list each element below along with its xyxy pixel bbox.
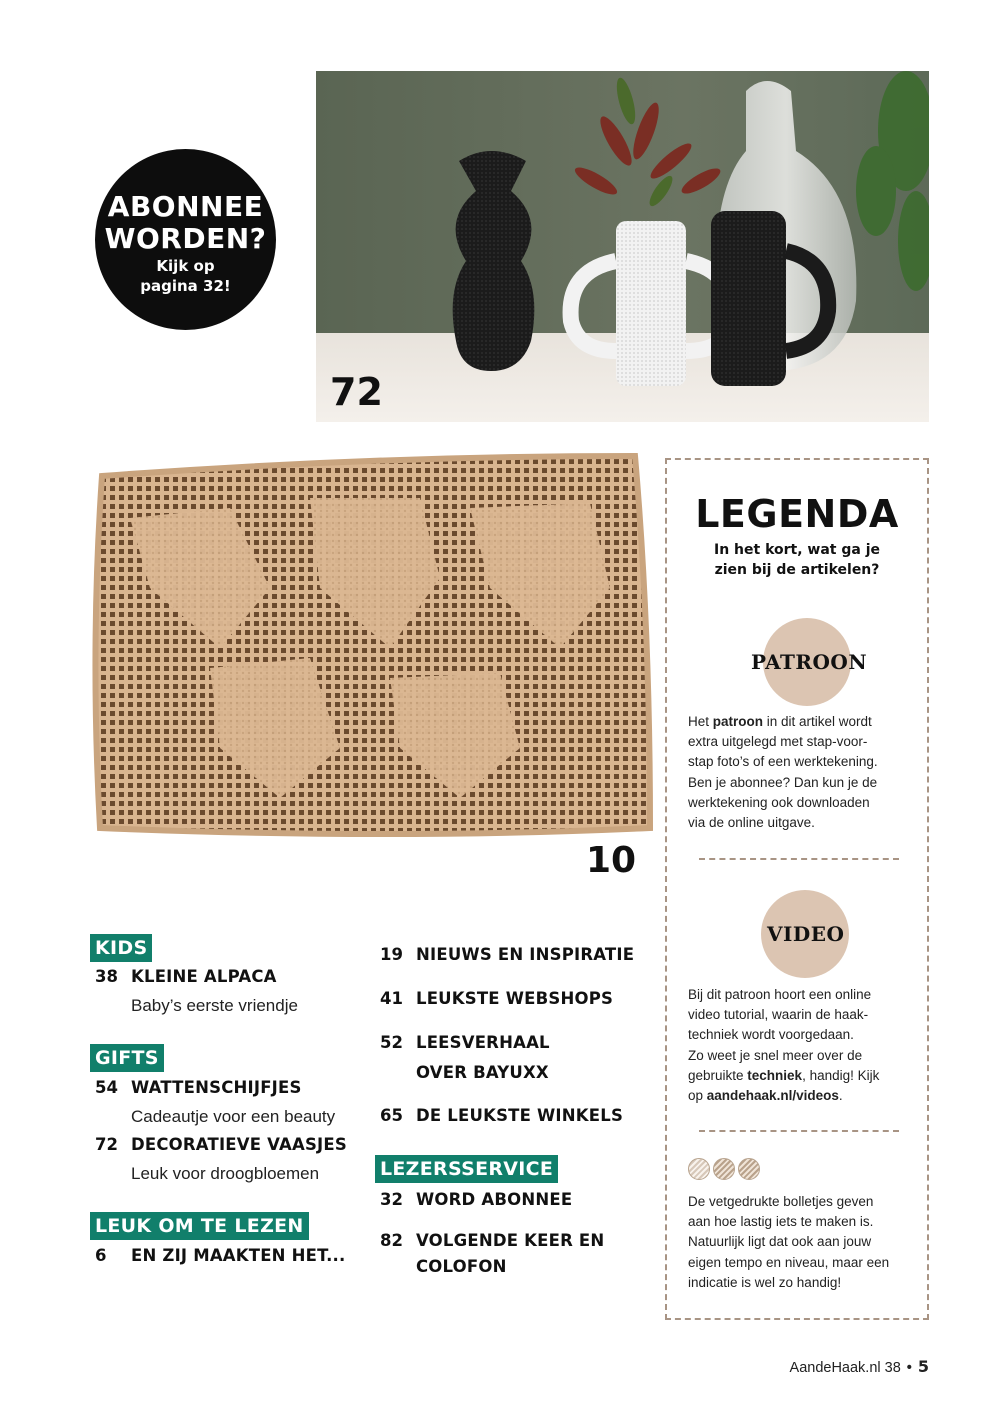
- video-line-6: op aandehaak.nl/videos.: [688, 1088, 843, 1104]
- toc-item-number: 82: [380, 1231, 403, 1250]
- badge-line-4: pagina 32!: [140, 277, 231, 295]
- hero-photo-vases: [316, 71, 929, 422]
- difficulty-line-3: Natuurlijk ligt dat ook aan jouw: [688, 1234, 872, 1250]
- legend-title: LEGENDA: [695, 492, 899, 536]
- legend-subtitle: [667, 540, 927, 580]
- yarn-ball-icon: [738, 1158, 760, 1180]
- toc-item-number: 38: [95, 967, 118, 986]
- patroon-line-4: Ben je abonnee? Dan kun je de: [688, 774, 878, 790]
- video-line-2: video tutorial, waarin de haak-: [688, 1007, 869, 1023]
- footer-site: AandeHaak.nl 38: [789, 1360, 901, 1376]
- section-tag-gifts: GIFTS: [90, 1044, 164, 1072]
- videos-link[interactable]: aandehaak.nl/videos: [706, 1088, 839, 1104]
- patroon-description: [688, 712, 918, 833]
- video-line-3: techniek wordt voorgedaan.: [688, 1027, 854, 1043]
- vases-illustration: [316, 71, 929, 422]
- pillow-photo: [90, 448, 660, 848]
- toc-item-title[interactable]: KLEINE ALPACA: [131, 967, 277, 986]
- crochet-pillow-illustration: [90, 448, 660, 848]
- video-line-4: Zo weet je snel meer over de: [688, 1047, 863, 1063]
- toc-item-title[interactable]: LEUKSTE WEBSHOPS: [416, 989, 614, 1008]
- section-tag-lezersservice: LEZERSSERVICE: [375, 1155, 558, 1183]
- toc-item-number: 52: [380, 1033, 403, 1052]
- patroon-line-6: via de online uitgave.: [688, 815, 815, 831]
- patroon-line-1: Het patroon in dit artikel wordt: [688, 714, 872, 729]
- section-tag-kids: KIDS: [90, 934, 152, 962]
- toc-item-number: 6: [95, 1246, 107, 1265]
- section-tag-leuk-om-te-lezen: LEUK OM TE LEZEN: [90, 1212, 309, 1240]
- difficulty-description: [688, 1192, 918, 1293]
- difficulty-line-2: aan hoe lastig iets te maken is.: [688, 1214, 874, 1230]
- toc-item-title-continued[interactable]: OVER BAYUXX: [416, 1063, 549, 1082]
- toc-item-number: 19: [380, 945, 403, 964]
- toc-item-number: 54: [95, 1078, 118, 1097]
- page-footer: [790, 1357, 929, 1376]
- toc-item-title[interactable]: DE LEUKSTE WINKELS: [416, 1106, 624, 1125]
- toc-item-number: 72: [95, 1135, 118, 1154]
- toc-item-title-continued[interactable]: COLOFON: [416, 1257, 507, 1276]
- toc-item-title[interactable]: WATTENSCHIJFJES: [131, 1078, 302, 1097]
- difficulty-balls: [688, 1158, 763, 1182]
- legend-subtitle-line-2: zien bij de artikelen?: [714, 562, 880, 578]
- yarn-ball-icon: [688, 1158, 710, 1180]
- legend-divider: [699, 858, 899, 860]
- toc-item-title[interactable]: DECORATIEVE VAASJES: [131, 1135, 347, 1154]
- toc-item-description: Cadeautje voor een beauty: [131, 1107, 336, 1126]
- difficulty-line-5: indicatie is wel zo handig!: [688, 1274, 842, 1290]
- patroon-label: PATROON: [751, 650, 868, 674]
- toc-item-title[interactable]: WORD ABONNEE: [416, 1190, 573, 1209]
- patroon-line-2: extra uitgelegd met stap-voor-: [688, 734, 868, 750]
- subscribe-badge[interactable]: [95, 149, 276, 330]
- footer-page-number: 5: [917, 1357, 929, 1376]
- difficulty-line-4: eigen tempo en niveau, maar een: [688, 1254, 890, 1270]
- footer-dot: •: [906, 1360, 912, 1376]
- badge-line-2: WORDEN?: [104, 222, 267, 255]
- toc-item-title[interactable]: EN ZIJ MAAKTEN HET...: [131, 1246, 346, 1265]
- video-description: [688, 985, 918, 1106]
- toc-item-title[interactable]: NIEUWS EN INSPIRATIE: [416, 945, 635, 964]
- video-line-1: Bij dit patroon hoort een online: [688, 987, 872, 1002]
- badge-line-1: ABONNEE: [107, 190, 264, 223]
- yarn-ball-icon: [713, 1158, 735, 1180]
- toc-item-description: Baby’s eerste vriendje: [131, 996, 298, 1015]
- toc-item-description: Leuk voor droogbloemen: [131, 1164, 320, 1183]
- toc-item-number: 41: [380, 989, 403, 1008]
- patroon-line-3: stap foto’s of een werktekening.: [688, 754, 878, 770]
- patroon-line-5: werktekening ook downloaden: [688, 794, 870, 810]
- legend-box: [665, 458, 929, 1320]
- toc-item-title[interactable]: VOLGENDE KEER EN: [416, 1231, 605, 1250]
- toc-item-number: 65: [380, 1106, 403, 1125]
- toc-item-title[interactable]: LEESVERHAAL: [416, 1033, 550, 1052]
- legend-divider: [699, 1130, 899, 1132]
- difficulty-line-1: De vetgedrukte bolletjes geven: [688, 1194, 874, 1209]
- legend-subtitle-line-1: In het kort, wat ga je: [713, 542, 880, 558]
- video-line-5: gebruikte techniek, handig! Kijk: [688, 1067, 880, 1083]
- badge-line-3: Kijk op: [156, 257, 215, 275]
- toc-item-number: 32: [380, 1190, 403, 1209]
- pillow-page-number: 10: [586, 840, 637, 881]
- hero-page-number: 72: [330, 370, 383, 414]
- video-label: VIDEO: [767, 922, 845, 946]
